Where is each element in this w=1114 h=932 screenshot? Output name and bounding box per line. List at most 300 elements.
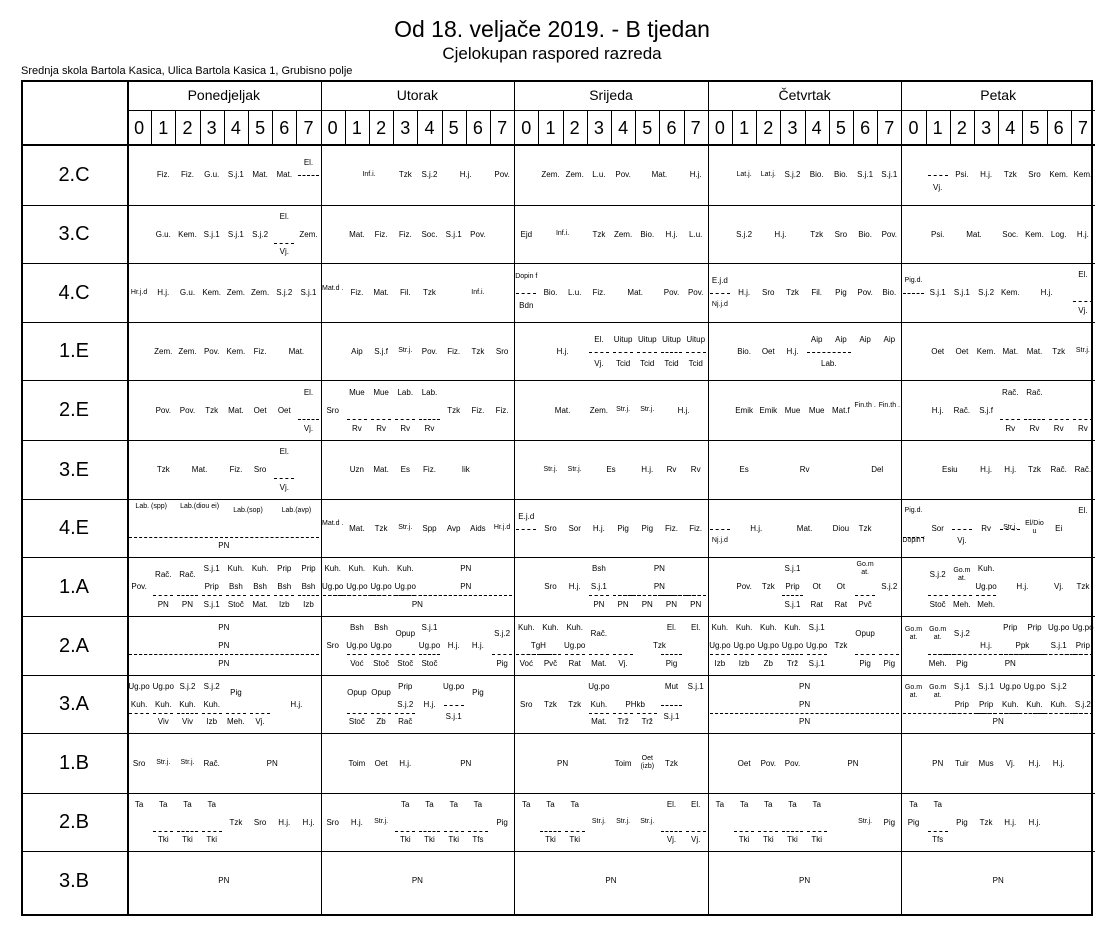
lesson-cell: Pov. (663, 288, 680, 297)
lesson-cell: Izb (303, 599, 314, 609)
row-divider-line (21, 440, 1095, 441)
lesson-cell: Prip (301, 564, 316, 574)
lesson-cell: El. (666, 623, 677, 633)
lesson-cell: Oet (761, 346, 775, 356)
lesson-cell: G.u. (204, 170, 220, 179)
split-divider (202, 595, 222, 596)
lesson-cell: Dopin f (515, 272, 538, 280)
lesson-cell: Opup (347, 687, 367, 697)
lesson-cell: Tuir (955, 758, 969, 768)
lesson-cell: H.j. (980, 170, 993, 179)
day-divider-line (901, 80, 902, 914)
period-number: 4 (618, 118, 629, 138)
lesson-cell: PN (992, 716, 1004, 726)
lesson-cell: Sro (495, 346, 509, 356)
lesson-cell: Pig (835, 288, 847, 297)
class-label: 3.C (58, 223, 90, 245)
lesson-cell: Lab. (421, 387, 438, 397)
split-divider (710, 293, 730, 294)
lesson-cell: Lab.(diou ei) (180, 502, 220, 510)
period-number: 7 (884, 118, 895, 138)
lesson-cell: Fiz. (423, 465, 436, 474)
lesson-cell: Ta (909, 800, 918, 810)
lesson-cell: Mue (349, 387, 365, 397)
lesson-cell: S.j.1 (203, 229, 220, 239)
split-divider (637, 352, 657, 353)
lesson-cell: S.j.1 (953, 682, 970, 692)
lesson-cell: Zem. (178, 346, 197, 356)
split-divider (613, 713, 633, 714)
lesson-cell: Mat. (349, 229, 365, 239)
lesson-cell: Pov. (857, 288, 873, 297)
split-divider (226, 713, 246, 714)
split-divider (928, 831, 948, 832)
lesson-cell: Go.m at. (953, 566, 971, 582)
lesson-cell: Ug.po (1072, 623, 1094, 633)
lesson-cell: S.j.1 (421, 623, 438, 633)
lesson-cell: Ta (207, 800, 216, 810)
lesson-cell: Voć (350, 658, 364, 668)
lesson-cell: Psi. (955, 170, 969, 179)
lesson-cell: Rv (1029, 423, 1040, 433)
lesson-cell: Rv (352, 423, 362, 433)
lesson-cell: Es (400, 465, 410, 474)
lesson-cell: Tki (448, 834, 460, 844)
lesson-cell: Pov. (494, 170, 510, 179)
lesson-cell: Emik (759, 405, 778, 415)
lesson-cell: Soc. (1002, 229, 1019, 239)
period-number: 3 (206, 118, 217, 138)
lesson-cell: Vj. (255, 716, 265, 726)
lesson-cell: Zem. (154, 346, 173, 356)
split-divider (468, 831, 488, 832)
period-number: 1 (932, 118, 943, 138)
lesson-cell: Rač. (953, 405, 971, 415)
lesson-cell: Bsh (374, 623, 388, 633)
lesson-cell: Fin.th . (878, 402, 900, 409)
lesson-cell: PN (799, 699, 811, 709)
lesson-cell: Tzk (652, 641, 666, 650)
lesson-cell: Ug.po (370, 582, 392, 591)
lesson-cell: Sro (326, 641, 339, 650)
lesson-cell: Sor (931, 523, 944, 533)
lesson-cell: Pov. (131, 582, 147, 591)
lesson-cell: Pov. (203, 346, 220, 356)
class-label: 3.E (58, 458, 90, 481)
period-number: 4 (424, 118, 435, 138)
lesson-cell: Ug.po (1048, 623, 1070, 633)
lesson-cell: Prip (204, 582, 219, 591)
lesson-cell: Voć (519, 658, 533, 668)
lesson-cell: Soc. (421, 229, 438, 239)
lesson-cell: Mat. (796, 523, 813, 533)
lesson-cell: Sro (834, 229, 848, 239)
lesson-cell: Ta (788, 800, 797, 810)
lesson-cell: Kuh. (760, 623, 777, 633)
lesson-cell: Ug.po (1023, 682, 1046, 692)
lesson-cell: Pig (641, 523, 654, 533)
lesson-cell: H.j. (1052, 758, 1065, 768)
lesson-cell: Mat. (591, 658, 607, 668)
lesson-cell: Aip (883, 334, 896, 344)
lesson-cell: Tzk (471, 346, 485, 356)
lesson-cell: Tzk (834, 641, 848, 650)
lesson-cell: S.j.f (374, 346, 388, 356)
day-header: Ponedjeljak (187, 87, 260, 103)
period-number: 1 (545, 118, 556, 138)
period-number: 5 (1029, 118, 1040, 138)
split-divider (952, 595, 972, 596)
split-divider (589, 713, 609, 714)
lesson-cell: S.j.2 (929, 570, 946, 580)
header-divider-line (21, 144, 1095, 146)
lesson-cell: Tzk (1028, 465, 1041, 474)
page-title: Od 18. veljače 2019. - B tjedan (394, 16, 710, 42)
lesson-cell: Stoč (421, 658, 438, 668)
lesson-cell: PN (181, 599, 194, 609)
class-label: 3.B (58, 869, 90, 892)
period-number: 7 (1077, 118, 1088, 138)
split-divider (1024, 419, 1044, 420)
period-number: 4 (230, 118, 241, 138)
split-divider (952, 529, 972, 530)
lesson-cell: S.j.2 (784, 170, 801, 179)
split-divider (589, 654, 609, 655)
lesson-cell: Tzk (447, 405, 461, 415)
row-divider-line (21, 499, 1095, 500)
lesson-cell: Ta (715, 800, 725, 810)
lesson-cell: Kuh. (130, 699, 148, 709)
lesson-cell: Ta (473, 800, 483, 810)
lesson-cell: H.j. (471, 641, 484, 650)
lesson-cell: Kuh. (348, 564, 366, 574)
split-divider (879, 654, 899, 655)
lesson-cell: Tki (206, 834, 218, 844)
split-divider (928, 175, 948, 176)
split-divider (444, 831, 464, 832)
lesson-cell: Lab. (spp) (135, 502, 167, 510)
split-divider (758, 831, 778, 832)
split-divider (734, 831, 754, 832)
lesson-cell: El. (1078, 270, 1088, 280)
period-number: 1 (158, 118, 169, 138)
lesson-cell: Bio. (882, 288, 897, 297)
lesson-cell: Bio. (640, 229, 655, 239)
split-divider (686, 595, 706, 596)
lesson-cell: Pig.d. (904, 506, 923, 514)
lesson-cell: Pig.d. (904, 276, 923, 284)
lesson-cell: Zem. (565, 170, 584, 179)
lesson-cell: S.j.2 (203, 682, 220, 692)
split-divider (202, 831, 222, 832)
lesson-cell: Inf.i. (555, 230, 570, 237)
lesson-cell: PN (847, 758, 859, 768)
lesson-cell: Kuh. (1050, 699, 1067, 709)
lesson-cell: Avp (446, 523, 461, 533)
lesson-cell: S.j.1 (445, 712, 462, 722)
lesson-cell: S.j.f (979, 405, 993, 415)
lesson-cell: E.j.d (518, 511, 535, 521)
lesson-cell: Kem. (1025, 229, 1044, 239)
lesson-cell: Fin.th . (854, 402, 876, 409)
lesson-cell: Tzk (810, 229, 824, 239)
period-number: 3 (400, 118, 411, 138)
period-number: 3 (981, 118, 992, 138)
lesson-cell: Stoč (929, 599, 946, 609)
lesson-cell: Lab.(sop) (233, 506, 263, 514)
split-divider (661, 831, 681, 832)
split-divider (129, 537, 319, 538)
lesson-cell: Del (871, 465, 884, 474)
row-divider-line (21, 380, 1095, 381)
lesson-cell: H.j. (592, 523, 605, 533)
lesson-cell: Vj. (1078, 305, 1088, 315)
lesson-cell: Prip (398, 682, 413, 692)
lesson-cell: Fiz. (689, 523, 703, 533)
lesson-cell: Zem. (226, 288, 245, 297)
lesson-cell: H.j. (738, 288, 751, 297)
period-number: 0 (521, 118, 532, 138)
class-divider-line (127, 80, 129, 914)
lesson-cell: Mat. (966, 229, 982, 239)
split-divider (1049, 419, 1069, 420)
split-divider (129, 713, 149, 714)
lesson-cell: Ta (570, 800, 579, 810)
lesson-cell: S.j.1 (1050, 641, 1067, 650)
lesson-cell: Toim (614, 758, 632, 768)
lesson-cell: Lab.(avp) (281, 506, 312, 514)
lesson-cell: Meh. (928, 658, 947, 668)
lesson-cell: Fiz. (253, 346, 267, 356)
split-divider (540, 654, 560, 655)
split-divider (807, 654, 827, 655)
lesson-cell: G.u. (155, 229, 171, 239)
lesson-cell: PN (218, 641, 230, 650)
lesson-cell: El. (1078, 506, 1088, 516)
lesson-cell: Ta (425, 800, 434, 810)
lesson-cell: Stoč (373, 658, 390, 668)
lesson-cell: Tzk (423, 288, 436, 297)
lesson-cell: Ta (401, 800, 410, 810)
lesson-cell: Oet (931, 346, 945, 356)
class-label: 2.B (58, 811, 90, 833)
lesson-cell: Pig (472, 687, 484, 697)
lesson-cell: Bsh (591, 564, 606, 574)
lesson-cell: Fiz. (495, 405, 509, 415)
lesson-cell: Bdn (519, 300, 534, 310)
split-divider (782, 595, 802, 596)
lesson-cell: Rat (834, 599, 848, 609)
lesson-cell: Mat. (651, 170, 668, 179)
lesson-cell: Mat. (288, 346, 305, 356)
lesson-cell: S.j.1 (808, 623, 825, 633)
split-divider (395, 419, 415, 420)
lesson-cell: Vj. (691, 834, 701, 844)
lesson-cell: S.j.2 (421, 170, 438, 179)
period-number: 1 (351, 118, 362, 138)
lesson-cell: Tzk (374, 523, 388, 533)
split-divider (347, 713, 367, 714)
lesson-cell: Mat. (373, 288, 389, 297)
lesson-cell: Mue (373, 387, 389, 397)
lesson-cell: Opup (395, 629, 416, 639)
split-divider (274, 243, 294, 244)
lesson-cell: Rač (398, 716, 413, 726)
lesson-cell: Fiz. (181, 170, 194, 179)
lesson-cell: Rv (1005, 423, 1016, 433)
lesson-cell: Zem. (541, 170, 560, 179)
lesson-cell: Str.j. (591, 818, 606, 825)
lesson-cell: Ei (1055, 523, 1063, 533)
period-number: 7 (690, 118, 701, 138)
lesson-cell: Zem. (299, 229, 318, 239)
lesson-cell: Izb (714, 658, 726, 668)
lesson-cell: Fiz. (350, 288, 364, 297)
period-number: 4 (811, 118, 822, 138)
lesson-cell: H.j. (423, 699, 436, 709)
split-divider (419, 419, 439, 420)
period-number: 3 (593, 118, 604, 138)
lesson-cell: Vj. (933, 183, 943, 193)
lesson-cell: El. (691, 623, 701, 633)
lesson-cell: Fiz. (471, 405, 485, 415)
lesson-cell: PN (617, 599, 629, 609)
lesson-cell: TgH (530, 641, 546, 650)
lesson-cell: Kuh. (590, 699, 608, 709)
lesson-cell: Rv (424, 423, 435, 433)
lesson-cell: PN (653, 582, 665, 591)
lesson-cell: Sro (544, 523, 557, 533)
lesson-cell: S.j.1 (227, 170, 244, 179)
lesson-cell: PN (1004, 658, 1016, 668)
lesson-cell: H.j. (1028, 758, 1041, 768)
class-label: 1.B (58, 752, 90, 774)
lesson-cell: Tki (787, 834, 798, 844)
day-divider-line (514, 80, 515, 914)
lesson-cell: H.j. (677, 405, 690, 415)
lesson-cell: PN (460, 582, 472, 591)
lesson-cell: Tzk (979, 817, 993, 827)
lesson-cell: Uitup (686, 334, 706, 344)
lesson-cell: Oet (253, 405, 267, 415)
split-divider (177, 595, 197, 596)
lesson-cell: Trž (617, 716, 629, 726)
lesson-cell: S.j.1 (687, 682, 704, 692)
lesson-cell: Tki (545, 834, 556, 844)
lesson-cell: Mat. (252, 599, 268, 609)
lesson-cell: Ppk (1015, 641, 1030, 650)
lesson-cell: Kem. (976, 346, 996, 356)
lesson-cell: Log. (1050, 229, 1067, 239)
split-divider (419, 831, 439, 832)
lesson-cell: Tzk (1003, 170, 1017, 179)
lesson-cell: Ot (836, 582, 846, 591)
lesson-cell: Kem. (1000, 288, 1020, 297)
lesson-cell: Tki (157, 834, 169, 844)
lesson-cell: S.j.1 (663, 712, 680, 722)
lesson-cell: Kuh. (179, 699, 196, 709)
split-divider (565, 654, 585, 655)
lesson-cell: Tzk (1076, 582, 1090, 591)
lesson-cell: Ta (764, 800, 773, 810)
lesson-cell: Ug.po (322, 582, 344, 591)
split-divider (710, 529, 730, 530)
lesson-cell: Mat. (1002, 346, 1019, 356)
lesson-cell: L.u. (568, 288, 582, 297)
lesson-cell: Diou (832, 523, 850, 533)
class-label: 1.E (58, 340, 90, 362)
lesson-cell: Kuh. (203, 699, 220, 709)
lesson-cell: Aids (470, 523, 486, 533)
lesson-cell: S.j.1 (808, 658, 825, 668)
lesson-cell: Tzk (858, 523, 872, 533)
split-divider (686, 352, 706, 353)
split-divider (686, 831, 706, 832)
lesson-cell: Uitup (613, 334, 633, 344)
lesson-cell: El. (594, 334, 604, 344)
lesson-cell: PHkb (625, 699, 645, 709)
lesson-cell: Rv (666, 465, 677, 474)
lesson-cell: Tki (182, 834, 193, 844)
row-divider-line (21, 793, 1095, 794)
lesson-cell: Tzk (761, 582, 775, 591)
lesson-cell: Vj. (303, 423, 314, 433)
lesson-cell: Tfs (932, 834, 944, 844)
period-number: 2 (376, 118, 387, 138)
page-subtitle: Cjelokupan raspored razreda (442, 44, 662, 63)
lesson-cell: H.j. (447, 641, 460, 650)
lesson-cell: Nj.j.d (711, 301, 728, 309)
lesson-cell: Kem. (226, 346, 246, 356)
split-divider (371, 419, 391, 420)
lesson-cell: Vj. (1005, 758, 1015, 768)
lesson-cell: El. (279, 447, 289, 457)
period-number: 4 (1005, 118, 1016, 138)
lesson-cell: Pig (883, 658, 896, 668)
lesson-cell: Rat (810, 599, 823, 609)
lesson-cell: Bio. (809, 170, 824, 179)
lesson-cell: Oet (374, 758, 388, 768)
split-divider (661, 654, 681, 655)
lesson-cell: S.j.2 (881, 582, 898, 591)
lesson-cell: El. (303, 157, 314, 167)
lesson-cell: PN (460, 564, 472, 574)
lesson-cell: Rv (1053, 423, 1064, 433)
lesson-cell: Tzk (665, 758, 678, 768)
split-divider (661, 352, 681, 353)
lesson-cell: Ot (812, 582, 821, 591)
lesson-cell: Ta (183, 800, 192, 810)
lesson-cell: Kuh. (372, 564, 390, 574)
lesson-cell: Kuh. (711, 623, 729, 633)
class-label: 2.E (58, 399, 90, 421)
row-divider-line (21, 851, 1095, 852)
lesson-cell: Tki (399, 834, 411, 844)
lesson-cell: Zb (763, 658, 773, 668)
split-divider (153, 595, 173, 596)
lesson-cell: Pig (956, 817, 968, 827)
lesson-cell: H.j. (774, 229, 787, 239)
lesson-cell: Dopin f (902, 537, 925, 545)
lesson-cell: Viv (182, 716, 193, 726)
lesson-cell: Meh. (226, 716, 245, 726)
lesson-cell: Ta (933, 800, 942, 810)
lesson-cell: El. (666, 800, 677, 810)
lesson-cell: Rv (690, 465, 701, 474)
lesson-cell: PN (932, 758, 944, 768)
lesson-cell: Ug.po (806, 641, 828, 650)
lesson-cell: Mat.f (832, 405, 850, 415)
